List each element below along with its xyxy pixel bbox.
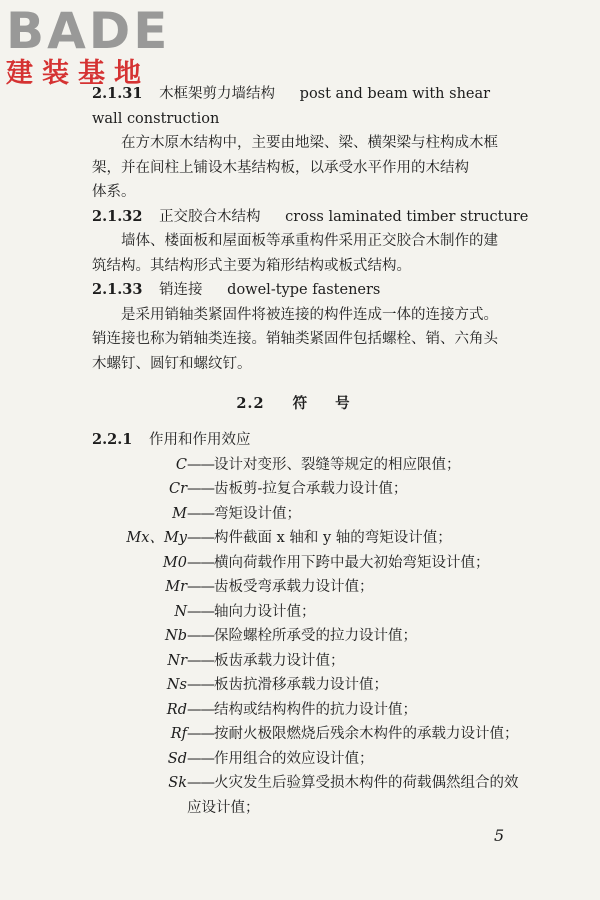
symbol-dash: ——: [187, 750, 214, 767]
symbol: N: [174, 603, 187, 620]
entry-heading: [92, 82, 522, 107]
section-title: [92, 380, 522, 428]
body-line: 体系。: [92, 184, 136, 200]
symbol: Ns: [166, 677, 187, 693]
symbol: Sd: [167, 750, 187, 767]
symbol-description: 结构或结构构件的抗力设计值；: [214, 701, 417, 718]
symbol-dash: ——: [187, 530, 214, 546]
symbol-description: 弯矩设计值；: [214, 505, 301, 522]
symbol-dash: ——: [187, 775, 214, 791]
body-line: 架，并在间柱上铺设木基结构板，以承受水平作用的木结构: [92, 159, 469, 176]
symbol: Nb: [165, 628, 187, 644]
symbol-dash: ——: [187, 505, 214, 522]
entry-number: 2.1.31: [92, 85, 143, 102]
watermark-logo: [6, 4, 181, 90]
entry-2-1-33: [92, 278, 522, 376]
subsection-heading: [92, 428, 522, 453]
entry-heading: [92, 205, 529, 230]
symbol-dash: ——: [187, 579, 214, 595]
symbol-row: [92, 747, 522, 772]
symbol-row: [92, 502, 522, 527]
body-line: 木螺钉、圆钉和螺纹钉。: [92, 355, 252, 372]
body-line: 是采用销轴类紧固件将被连接的构件连成一体的连接方式。: [121, 306, 498, 323]
symbol-row: [92, 551, 522, 576]
body-line: 筑结构。其结构形式主要为箱形结构或板式结构。: [92, 257, 411, 274]
symbol-description-continued: 应设计值；: [187, 799, 260, 816]
document-page: [92, 82, 529, 820]
section-name: 符号: [292, 395, 378, 412]
symbol-row: [92, 526, 522, 551]
entry-term-en-continued: wall construction: [92, 110, 220, 127]
symbol-row: [92, 771, 522, 796]
subsection-title: 作用和作用效应: [148, 432, 251, 448]
entry-body: [92, 303, 522, 377]
entry-term-zh: 正交胶合木结构: [159, 208, 261, 225]
symbol-row: [92, 624, 522, 649]
symbol-row: [92, 649, 522, 674]
symbol-description: 构件截面 x 轴和 y 轴的弯矩设计值；: [214, 530, 452, 546]
symbol-description: 齿板剪-拉复合承载力设计值；: [214, 481, 408, 497]
page-number: 5: [494, 826, 505, 845]
symbol-row: [92, 477, 522, 502]
symbol-description: 设计对变形、裂缝等规定的相应限值；: [214, 456, 461, 473]
symbol-row: [92, 698, 522, 723]
entry-heading: [92, 278, 522, 303]
symbol-description: 板齿抗滑移承载力设计值；: [214, 677, 388, 693]
symbol: M0: [162, 554, 187, 571]
entry-body: [92, 229, 522, 278]
entry-term-en: dowel-type fasteners: [227, 282, 381, 298]
symbol-row: [92, 575, 522, 600]
symbol: Mr: [165, 579, 187, 595]
symbol-dash: ——: [187, 677, 214, 693]
symbol-description: 轴向力设计值；: [214, 603, 316, 620]
symbol-row: [92, 600, 522, 625]
symbol-description: 板齿承载力设计值；: [214, 652, 345, 669]
entry-term-zh: 销连接: [159, 282, 203, 298]
entry-body: [92, 131, 522, 205]
symbol: Cr: [168, 481, 187, 497]
symbol-dash: ——: [187, 456, 214, 473]
symbol-dash: ——: [187, 652, 214, 669]
body-line: 墙体、楼面板和屋面板等承重构件采用正交胶合木制作的建: [121, 233, 498, 249]
symbol: Nr: [167, 652, 187, 669]
symbol: Mx、My: [126, 530, 187, 546]
symbol: Rd: [166, 701, 187, 718]
symbol: M: [172, 505, 187, 522]
entry-term-en: post and beam with shear: [299, 86, 491, 102]
symbol-row: [92, 722, 522, 747]
symbol-dash: ——: [187, 603, 214, 620]
symbol-dash: ——: [187, 628, 214, 644]
entry-2-1-31: [92, 82, 522, 205]
symbol-dash: ——: [187, 701, 214, 718]
symbol: C: [175, 456, 187, 473]
watermark-subtitle: 建装基地: [6, 58, 150, 89]
symbol: Rf: [170, 726, 187, 742]
entry-number: 2.1.33: [92, 281, 143, 298]
entry-term-zh: 木框架剪力墙结构: [159, 86, 276, 102]
symbol: Sk: [168, 775, 187, 791]
subsection-number: 2.2.1: [92, 431, 133, 448]
symbol-description: 齿板受弯承载力设计值；: [214, 579, 374, 595]
section-number: 2.2: [236, 395, 265, 412]
entry-term-en: cross laminated timber structure: [285, 208, 529, 225]
symbol-row: [92, 673, 522, 698]
symbol-description: 横向荷载作用下跨中最大初始弯矩设计值；: [214, 554, 490, 571]
symbol-description: 保险螺栓所承受的拉力设计值；: [214, 628, 417, 644]
entry-number: 2.1.32: [92, 207, 143, 225]
symbol-dash: ——: [187, 481, 214, 497]
symbol-dash: ——: [187, 726, 214, 742]
entry-2-1-32: [92, 205, 529, 279]
symbol-description: 按耐火极限燃烧后残余木构件的承载力设计值；: [214, 726, 519, 742]
watermark-logo-text: BADE: [6, 2, 171, 60]
symbol-dash: ——: [187, 554, 214, 571]
body-line: 在方木原木结构中，主要由地梁、梁、横架梁与柱构成木框: [121, 135, 498, 151]
symbol-description: 作用组合的效应设计值；: [214, 750, 374, 767]
body-line: 销连接也称为销轴类连接。销轴类紧固件包括螺栓、销、六角头: [92, 331, 498, 347]
symbol-description: 火灾发生后验算受损木构件的荷载偶然组合的效: [214, 775, 519, 791]
symbol-row: [92, 453, 522, 478]
symbol-list: [92, 453, 522, 821]
